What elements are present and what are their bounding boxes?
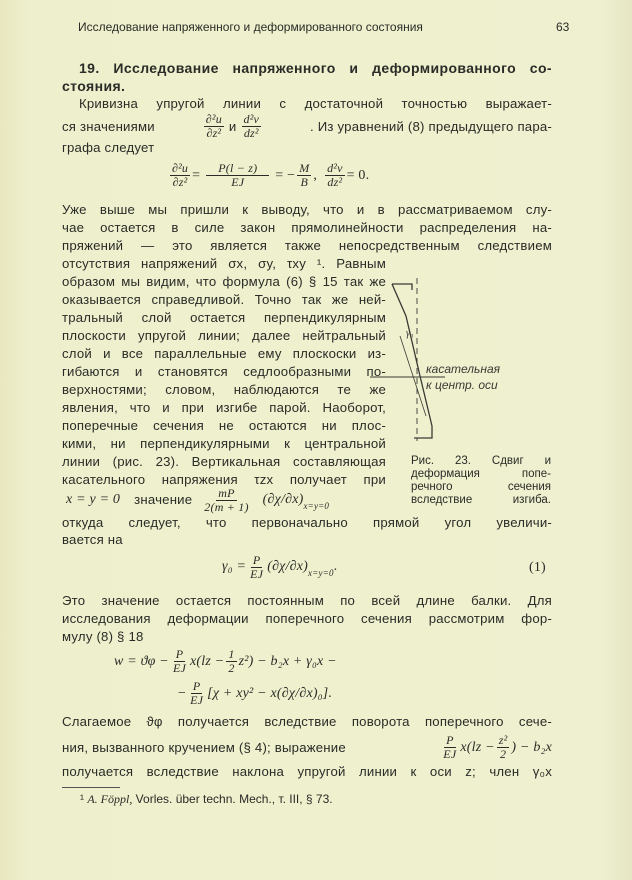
math: γ₀ = xyxy=(222,559,247,574)
denominator: EJ xyxy=(443,747,457,761)
section-title: 19. Исследование напряженного и деформированного со- xyxy=(79,60,552,76)
fraction xyxy=(242,113,262,140)
math: x(lz − xyxy=(190,653,225,669)
comma: , xyxy=(313,167,318,183)
numerator: M xyxy=(299,161,310,175)
fraction xyxy=(226,648,236,675)
equals: = xyxy=(192,167,201,183)
text-line: поперечные сечения не остаются ни плос- xyxy=(62,418,386,433)
numerator: z² xyxy=(498,733,508,747)
numerator: P(l − z) xyxy=(206,162,269,176)
text-line: Это значение остается постоянным по всей длине балки. Для xyxy=(62,593,552,608)
text-line-value xyxy=(66,486,329,514)
fraction xyxy=(206,162,269,189)
formula-w-line2 xyxy=(178,680,332,707)
denominator: 2(m + 1) xyxy=(204,499,249,514)
caption-line: Рис. 23. Сдвиг и xyxy=(411,455,551,467)
math: [χ + xy² − x(∂χ/∂x)₀]. xyxy=(207,685,333,701)
text-line: линии (рис. 23). Вертикальная составляющая xyxy=(62,454,386,469)
footnote-mark: ¹ xyxy=(80,792,84,806)
equals: = − xyxy=(275,167,296,183)
text-line: отсутствия напряжений σx, σy, τxy ¹. Равным xyxy=(62,256,386,271)
text-line: пряжений — это является также непосредственным следствием xyxy=(62,238,552,253)
text-line: явления, что и при изгибе парой. Наоборот, xyxy=(62,400,386,415)
numerator: P xyxy=(252,552,261,567)
text-line: чае остается в силе закон прямолинейности распределения на- xyxy=(62,220,552,235)
math: ) − b₂x xyxy=(511,739,552,755)
fraction xyxy=(204,113,224,140)
numerator: P xyxy=(175,647,184,661)
text-line: получается вследствие наклона упругой линии к оси z; член γ₀x xyxy=(62,764,552,779)
math: x = y = 0 xyxy=(66,492,121,507)
fraction xyxy=(170,162,190,189)
numerator: ∂²u xyxy=(205,112,222,126)
axis-label: к центр. оси xyxy=(426,378,498,392)
caption-line: речного сечения xyxy=(411,481,551,493)
text: ния, вызванного кручением (§ 4); выражение xyxy=(62,739,346,755)
text-line: верхностями; словом, наблюдаются те же xyxy=(62,382,386,397)
denominator: B xyxy=(300,175,309,189)
fraction xyxy=(497,734,510,761)
denominator: EJ xyxy=(190,693,204,707)
text-line: исследования деформации поперечного сечения рассмотрим фор- xyxy=(62,611,552,626)
fraction xyxy=(297,162,311,189)
denominator: EJ xyxy=(172,661,187,675)
text-line: оказывается справедливой. Точно так же ней- xyxy=(62,292,386,307)
text-line: плоскости упругой линии; далее нейтральный xyxy=(62,328,386,343)
equation-number: (1) xyxy=(529,560,546,575)
text-line: вается на xyxy=(62,532,123,547)
footnote-author: A. Föppl, xyxy=(87,792,133,806)
fraction xyxy=(441,734,458,761)
math: z²) − b₂x + γ₀x − xyxy=(238,653,337,669)
caption-line: вследствие изгиба. xyxy=(411,494,551,506)
denominator: 2 xyxy=(499,747,507,761)
denominator: ∂z² xyxy=(172,175,188,189)
fraction xyxy=(171,648,188,675)
numerator: P xyxy=(192,679,201,693)
tangent-label: касательная xyxy=(426,362,501,376)
numerator: mP xyxy=(218,485,235,500)
text-line-with-fractions xyxy=(62,734,552,761)
formula-gamma xyxy=(222,553,337,581)
fraction xyxy=(202,487,250,514)
fraction xyxy=(248,554,265,581)
text: значение xyxy=(134,492,193,507)
text-line: тральный слой остается перпендикулярным xyxy=(62,310,386,325)
text-line: гибаются и становятся седлообразными по- xyxy=(62,364,386,379)
denominator: dz² xyxy=(243,126,259,140)
math: − xyxy=(178,685,187,701)
subscript: x=y=0 xyxy=(303,501,330,511)
numerator: ∂²u xyxy=(172,161,189,175)
section-title-cont: стояния. xyxy=(62,78,126,94)
fraction xyxy=(325,162,345,189)
text: = 0. xyxy=(346,167,370,183)
numerator: P xyxy=(446,733,454,747)
text-line: Слагаемое ϑφ получается вследствие поворота поперечного сече- xyxy=(62,714,552,729)
footnote-text: Vorles. über techn. Mech., т. III, § 73. xyxy=(132,792,333,806)
text-line: графа следует xyxy=(62,140,155,155)
footnote-divider xyxy=(62,787,120,788)
text-line-with-fractions xyxy=(62,113,552,140)
section-line xyxy=(392,284,406,316)
running-title: Исследование напряженного и деформированного состояния xyxy=(78,20,423,34)
numerator: 1 xyxy=(228,647,235,661)
text: ся значениями xyxy=(62,118,155,134)
numerator: d²v xyxy=(243,112,260,126)
text-line: мулу (8) § 18 xyxy=(62,629,144,644)
denominator: 2 xyxy=(228,661,235,675)
text: . Из уравнений (8) предыдущего пара- xyxy=(310,118,552,134)
formula-curvature xyxy=(168,162,369,189)
math: (∂χ/∂x) xyxy=(267,559,309,574)
text-line: образом мы видим, что формула (6) § 15 так же xyxy=(62,274,386,289)
caption-line: деформация попе- xyxy=(411,468,551,480)
dot: . xyxy=(333,559,338,574)
text-line: кими, ни перпендикулярными к центральной xyxy=(62,436,386,451)
text: и xyxy=(228,118,237,134)
figure-caption xyxy=(411,455,551,507)
section-line xyxy=(406,316,420,376)
text-line: откуда следует, что первоначально прямой угол увеличи- xyxy=(62,515,552,530)
subscript: x=y=0 xyxy=(308,568,334,578)
denominator: EJ xyxy=(231,175,245,189)
denominator: EJ xyxy=(250,566,264,581)
text-line: Кривизна упругой линии с достаточной точностью выражает- xyxy=(79,96,552,111)
math: x(lz − xyxy=(460,739,495,755)
denominator: dz² xyxy=(327,175,343,189)
fraction xyxy=(188,680,205,707)
gamma-label: γ₀ xyxy=(406,328,414,339)
formula-w-line1 xyxy=(114,648,337,675)
numerator: d²v xyxy=(327,161,343,175)
denominator: ∂z² xyxy=(206,126,222,140)
figure-23-shear-diagram xyxy=(370,276,530,446)
footnote xyxy=(80,792,333,807)
math: w = ϑφ − xyxy=(114,653,169,669)
top-edge xyxy=(392,284,412,290)
text-line: слой и все параллельные ему плоскоски из- xyxy=(62,346,386,361)
math: (∂χ/∂x) xyxy=(262,492,304,507)
page-number: 63 xyxy=(556,20,570,34)
text-line: Уже выше мы пришли к выводу, что и в рассматриваемом слу- xyxy=(62,202,552,217)
text-line: касательного напряжения τzx получает при xyxy=(62,472,386,487)
